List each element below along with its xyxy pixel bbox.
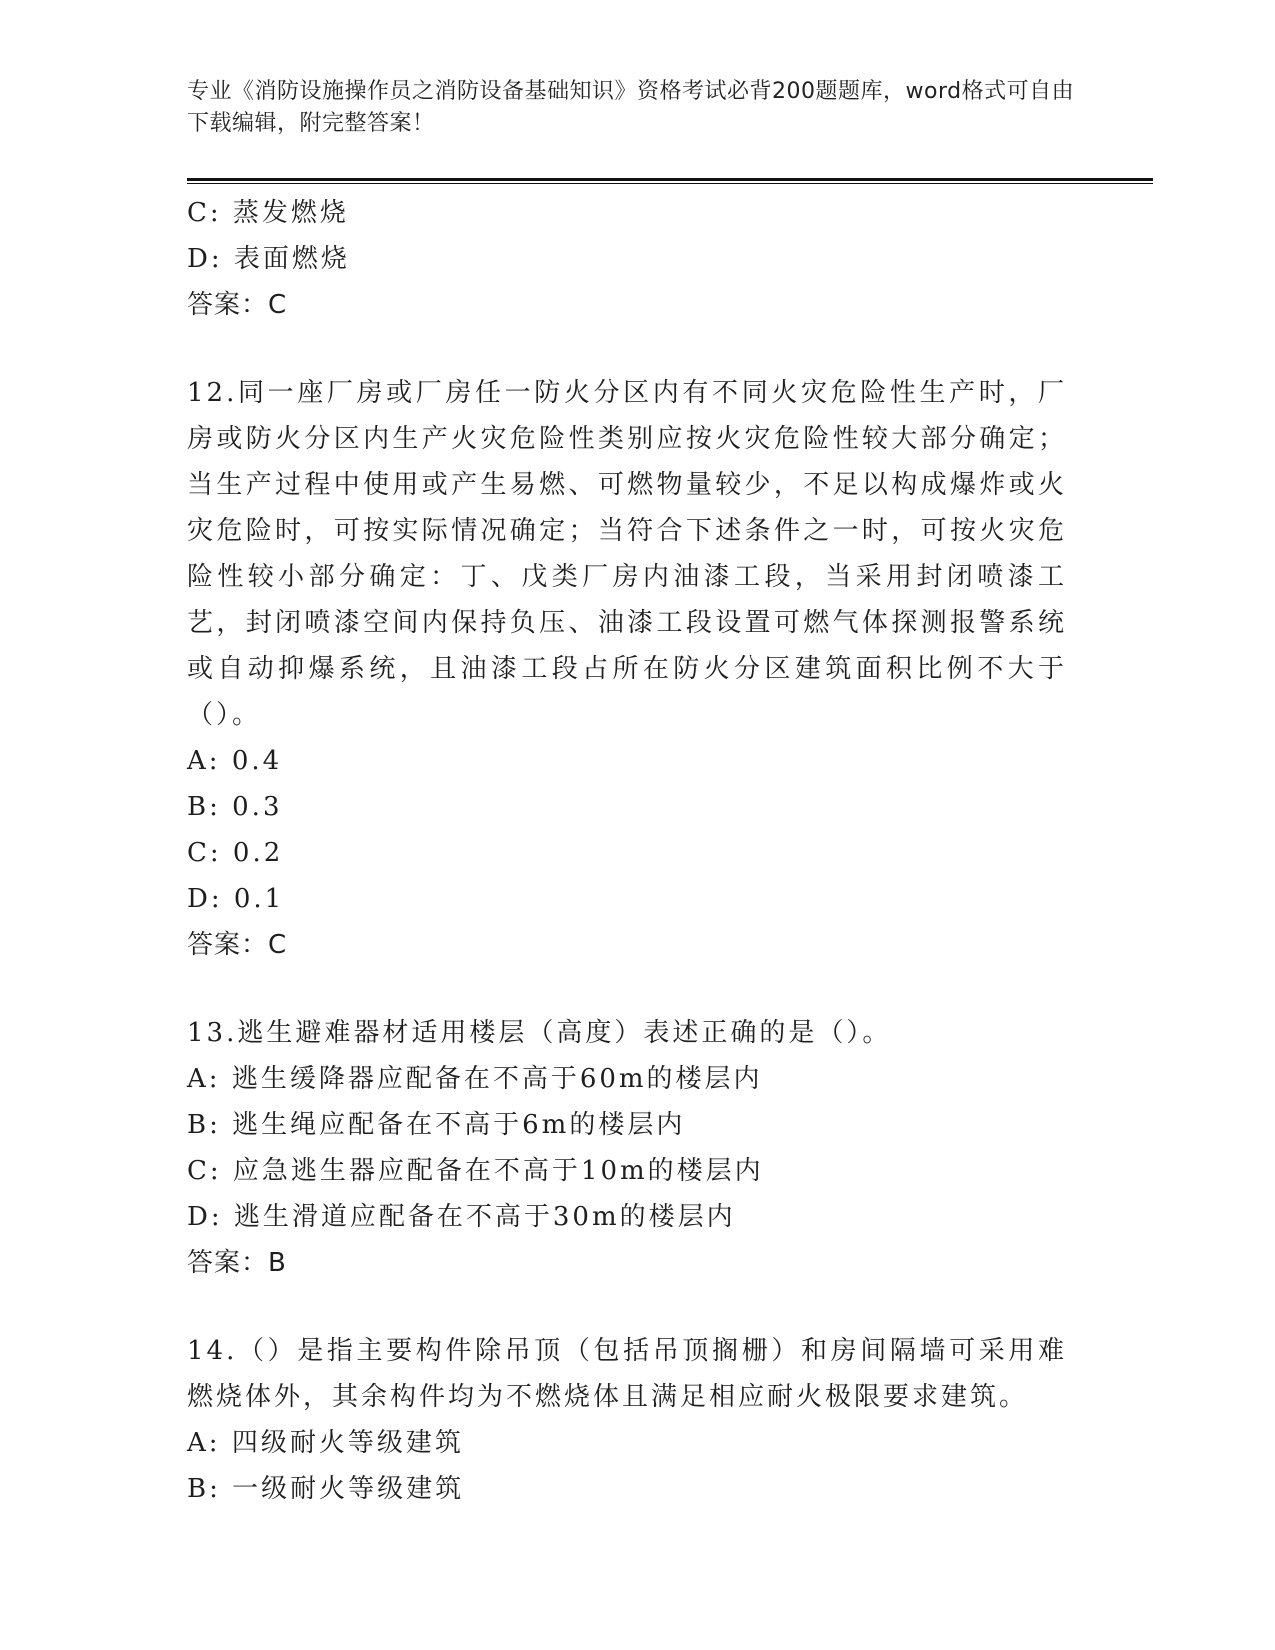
option-text: 逃生绳应配备在不高于6m的楼层内 bbox=[232, 1110, 686, 1140]
option-label: A: bbox=[187, 1064, 221, 1094]
header-divider-thin bbox=[187, 183, 1153, 184]
option-c bbox=[187, 830, 1067, 876]
option-text: 0.2 bbox=[232, 838, 284, 868]
option-label: C: bbox=[187, 198, 222, 228]
document-header: 专业《消防设施操作员之消防设备基础知识》资格考试必背200题题库，word格式可自由下载编辑，附完整答案！ bbox=[187, 79, 1075, 136]
option-text: 0.4 bbox=[231, 746, 283, 776]
question-text: 13.逃生避难器材适用楼层（高度）表述正确的是（）。 bbox=[187, 1018, 892, 1048]
question-block-14 bbox=[187, 1328, 1067, 1512]
option-label: D: bbox=[187, 1202, 223, 1232]
option-label: B: bbox=[187, 1474, 221, 1504]
option-c bbox=[187, 190, 1067, 236]
option-label: A: bbox=[187, 1428, 221, 1458]
question-block-13 bbox=[187, 1010, 1067, 1286]
option-label: B: bbox=[187, 1110, 221, 1140]
option-b bbox=[187, 1102, 1067, 1148]
answer-line: 答案：B bbox=[187, 1248, 287, 1278]
option-a bbox=[187, 1056, 1067, 1102]
spacer bbox=[187, 1286, 1067, 1328]
document-body bbox=[187, 190, 1067, 1512]
option-d bbox=[187, 236, 1067, 282]
option-text: 一级耐火等级建筑 bbox=[232, 1474, 465, 1504]
header-divider-thick bbox=[187, 178, 1153, 181]
spacer bbox=[187, 968, 1067, 1010]
option-text: 蒸发燃烧 bbox=[232, 198, 349, 228]
option-text: 0.1 bbox=[233, 884, 285, 914]
option-a bbox=[187, 1420, 1067, 1466]
option-text: 应急逃生器应配备在不高于10m的楼层内 bbox=[232, 1156, 764, 1186]
option-text: 逃生滑道应配备在不高于30m的楼层内 bbox=[233, 1202, 736, 1232]
option-label: B: bbox=[187, 792, 221, 822]
option-d bbox=[187, 876, 1067, 922]
option-label: D: bbox=[187, 884, 223, 914]
option-text: 表面燃烧 bbox=[233, 244, 350, 274]
option-text: 逃生缓降器应配备在不高于60m的楼层内 bbox=[231, 1064, 763, 1094]
question-block-12 bbox=[187, 370, 1067, 968]
answer-line: 答案：C bbox=[187, 930, 288, 960]
question-block-11 bbox=[187, 190, 1067, 328]
option-b bbox=[187, 1466, 1067, 1512]
question-text: 14.（）是指主要构件除吊顶（包括吊顶搁栅）和房间隔墙可采用难燃烧体外，其余构件均为不燃烧体且满足相应耐火极限要求建筑。 bbox=[187, 1336, 1067, 1412]
option-c bbox=[187, 1148, 1067, 1194]
answer-line: 答案：C bbox=[187, 290, 288, 320]
question-text: 12.同一座厂房或厂房任一防火分区内有不同火灾危险性生产时，厂房或防火分区内生产火灾危险性类别应按火灾危险性较大部分确定；当生产过程中使用或产生易燃、可燃物量较少，不足以构成爆炸或火灾危险时，可按实际情况确定；当符合下述条件之一时，可按火灾危险性较小部分确定：丁、戊类厂房内油漆工段，当采用封闭喷漆工艺，封闭喷漆空间内保持负压、油漆工段设置可燃气体探测报警系统或自动抑爆系统，且油漆工段占所在防火分区建筑面积比例不大于（）。 bbox=[187, 378, 1067, 730]
option-text: 四级耐火等级建筑 bbox=[231, 1428, 464, 1458]
option-a bbox=[187, 738, 1067, 784]
option-label: D: bbox=[187, 244, 223, 274]
spacer bbox=[187, 328, 1067, 370]
option-label: A: bbox=[187, 746, 221, 776]
option-text: 0.3 bbox=[232, 792, 283, 822]
option-label: C: bbox=[187, 838, 222, 868]
option-b bbox=[187, 784, 1067, 830]
option-label: C: bbox=[187, 1156, 222, 1186]
option-d bbox=[187, 1194, 1067, 1240]
